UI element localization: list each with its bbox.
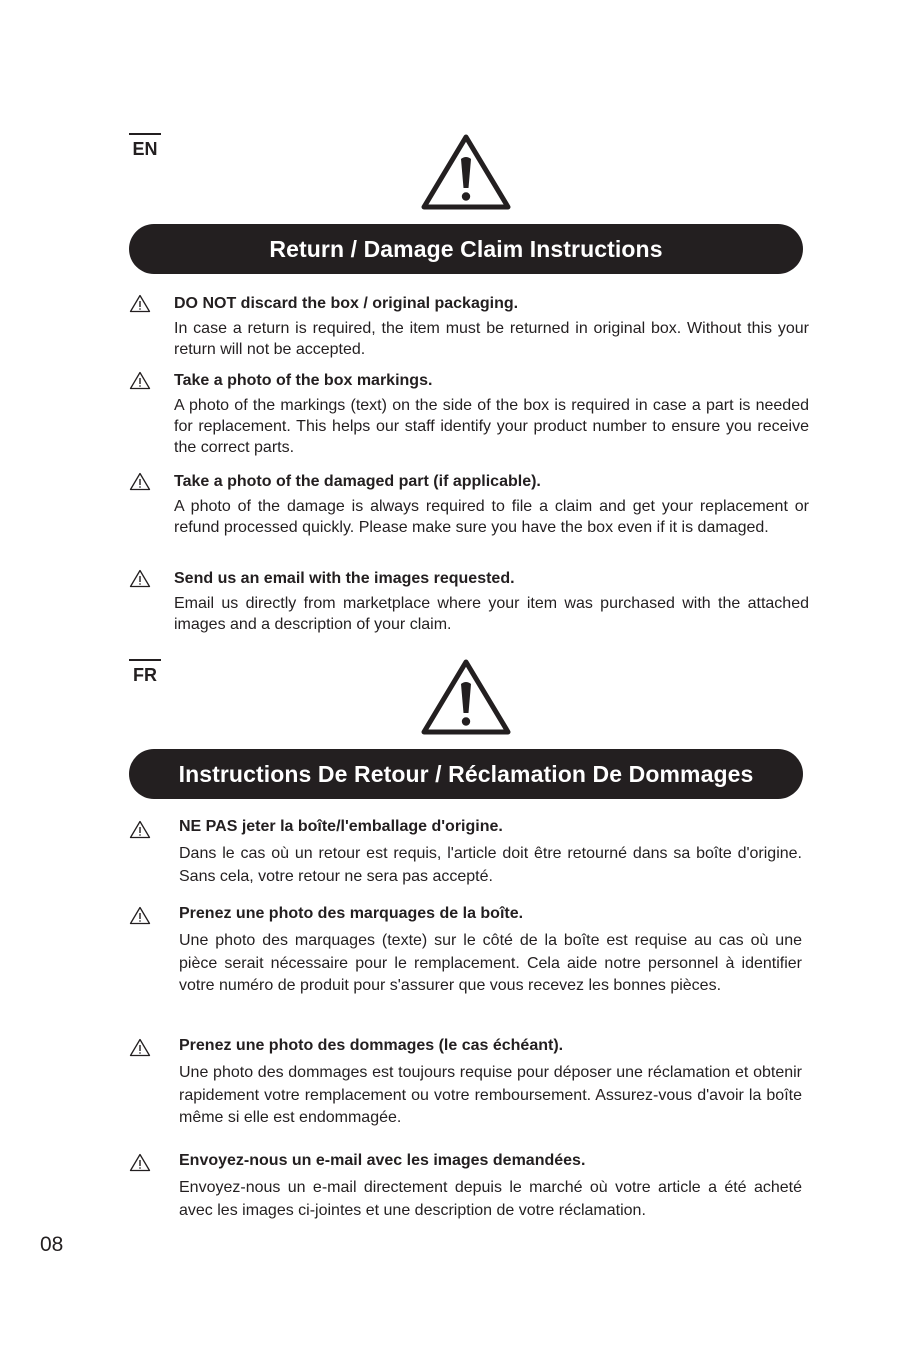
instruction-heading: NE PAS jeter la boîte/l'emballage d'origine.: [179, 818, 503, 835]
instruction-body: Une photo des marquages (texte) sur le côté de la boîte est requise au cas où une pièce serait nécessaire pour le remplacement. Cela aide notre personnel à identifier votre numéro de produit pour s'assurer que vous recevez les bonnes pièces.: [179, 932, 802, 994]
language-tag-en: EN: [129, 133, 161, 159]
warning-triangle-icon: [129, 1038, 151, 1057]
instruction-heading: Take a photo of the damaged part (if applicable).: [174, 473, 541, 490]
warning-triangle-icon: [129, 906, 151, 925]
instruction-body: In case a return is required, the item must be returned in original box. Without this your return will not be accepted.: [174, 320, 809, 358]
instruction-body: A photo of the markings (text) on the side of the box is required in case a part is needed for replacement. This helps our staff identify your product number to ensure you receive the correct parts.: [174, 397, 809, 456]
instruction-body: Envoyez-nous un e-mail directement depuis le marché où votre article a été acheté avec les images ci-jointes et une description de votre réclamation.: [179, 1179, 802, 1219]
section-title-fr: Instructions De Retour / Réclamation De Dommages: [129, 749, 803, 799]
instruction-heading: Prenez une photo des marquages de la boîte.: [179, 905, 524, 922]
warning-triangle-icon: [129, 820, 151, 839]
warning-triangle-icon: [420, 658, 512, 736]
warning-triangle-icon: [129, 294, 151, 313]
instruction-heading: Take a photo of the box markings.: [174, 372, 433, 389]
instruction-heading: Prenez une photo des dommages (le cas échéant).: [179, 1037, 564, 1054]
warning-triangle-icon: [129, 472, 151, 491]
instruction-body: Email us directly from marketplace where your item was purchased with the attached images and a description of your claim.: [174, 595, 809, 633]
instruction-body: A photo of the damage is always required to file a claim and get your replacement or refund processed quickly. Please make sure you have the box even if it is damaged.: [174, 498, 809, 536]
warning-triangle-icon: [129, 1153, 151, 1172]
instruction-heading: DO NOT discard the box / original packaging.: [174, 295, 519, 312]
instruction-body: Dans le cas où un retour est requis, l'article doit être retourné dans sa boîte d'origine. Sans cela, votre retour ne sera pas accepté.: [179, 845, 802, 885]
instruction-heading: Envoyez-nous un e-mail avec les images demandées.: [179, 1152, 586, 1169]
warning-triangle-icon: [129, 569, 151, 588]
warning-triangle-icon: [420, 133, 512, 211]
page-number: 08: [40, 1233, 64, 1256]
instruction-heading: Send us an email with the images requested.: [174, 570, 515, 587]
instruction-body: Une photo des dommages est toujours requise pour déposer une réclamation et obtenir rapidement votre remplacement ou votre remboursement. Assurez-vous d'avoir la boîte même si elle est endommagée.: [179, 1064, 802, 1126]
section-title-en: Return / Damage Claim Instructions: [129, 224, 803, 274]
warning-triangle-icon: [129, 371, 151, 390]
language-tag-fr: FR: [129, 659, 161, 685]
